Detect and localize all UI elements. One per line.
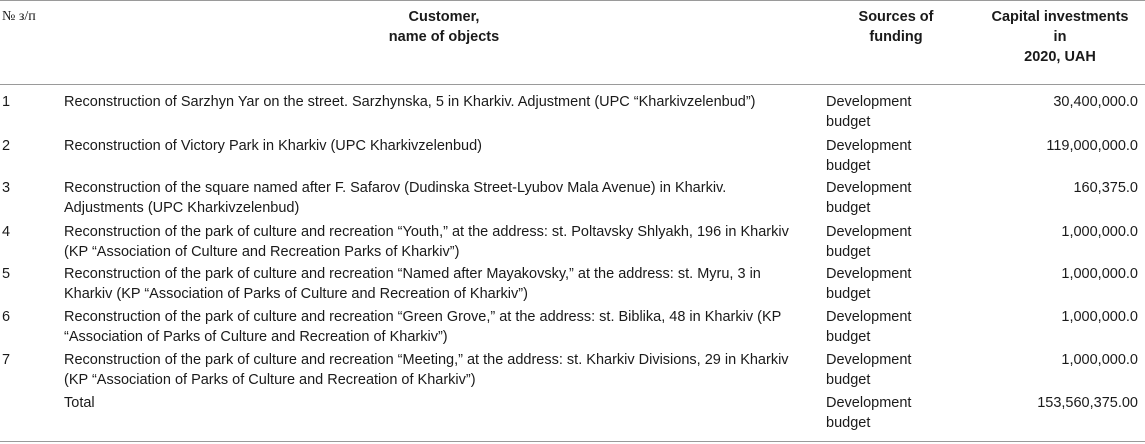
row-object	[64, 136, 812, 156]
row-amount: 1,000,000.0	[1061, 352, 1138, 368]
row-source-line2: budget	[826, 415, 871, 431]
table-top-rule	[0, 0, 1145, 1]
row-amount: 30,400,000.0	[1053, 94, 1138, 110]
header-capital-line1: Capital investments	[991, 9, 1129, 25]
row-source-line1: Development	[826, 138, 912, 154]
row-object-line1: Reconstruction of Sarzhyn Yar on the street. Sarzhynska, 5 in Kharkiv. Adjustment (UPC “Kharkivzelenbud”)	[64, 94, 756, 110]
row-object	[64, 350, 812, 390]
row-source-line1: Development	[826, 395, 912, 411]
row-source-line2: budget	[826, 200, 871, 216]
header-sources-line1: Sources of	[858, 9, 934, 25]
row-source-line2: budget	[826, 244, 871, 260]
row-amount: 1,000,000.0	[1061, 224, 1138, 240]
row-source	[826, 92, 966, 132]
row-number: 5	[2, 266, 11, 282]
row-amount: 160,375.0	[1073, 180, 1138, 196]
row-object	[64, 307, 812, 347]
row-object-line2: Kharkiv (KP “Association of Parks of Culture and Recreation of Kharkiv”)	[64, 286, 528, 302]
row-source-line2: budget	[826, 329, 871, 345]
row-source	[826, 350, 966, 390]
row-source-line1: Development	[826, 309, 912, 325]
row-number: 6	[2, 309, 11, 325]
row-object	[64, 264, 812, 304]
row-source	[826, 393, 966, 433]
row-object-line2: (KP “Association of Culture and Recreation Parks of Kharkiv”)	[64, 244, 460, 260]
row-object-line2: Adjustments (UPC Kharkivzelenbud)	[64, 200, 300, 216]
row-object-line1: Reconstruction of the park of culture and recreation “Youth,” at the address: st. Poltavsky Shlyakh, 196 in Kharkiv	[64, 224, 789, 240]
header-sources-line2: funding	[869, 29, 923, 45]
row-source-line2: budget	[826, 158, 871, 174]
row-object	[64, 92, 812, 112]
header-rule	[0, 84, 1145, 85]
row-source	[826, 178, 966, 218]
row-object-line1: Reconstruction of the square named after F. Safarov (Dudinska Street-Lyubov Mala Avenue) in Kharkiv.	[64, 180, 727, 196]
row-amount: 153,560,375.00	[1037, 395, 1138, 411]
row-number: 4	[2, 224, 11, 240]
header-capital-line2: in	[1053, 29, 1067, 45]
row-number: 2	[2, 138, 11, 154]
row-source-line1: Development	[826, 266, 912, 282]
header-capital	[976, 7, 1144, 67]
header-customer-line2: name of objects	[388, 29, 500, 45]
table-bottom-rule	[0, 441, 1145, 442]
row-number: 3	[2, 180, 11, 196]
row-object	[64, 393, 812, 413]
row-amount: 1,000,000.0	[1061, 309, 1138, 325]
header-sources	[826, 7, 966, 47]
header-customer-line1: Customer,	[408, 9, 480, 25]
row-object	[64, 178, 812, 218]
row-number: 7	[2, 352, 11, 368]
row-source	[826, 222, 966, 262]
row-object-line1: Total	[64, 395, 95, 411]
row-source-line1: Development	[826, 352, 912, 368]
row-object-line1: Reconstruction of Victory Park in Kharkiv (UPC Kharkivzelenbud)	[64, 138, 482, 154]
row-number: 1	[2, 94, 11, 110]
row-source-line1: Development	[826, 224, 912, 240]
row-object	[64, 222, 812, 262]
row-object-line2: “Association of Parks of Culture and Recreation of Kharkiv”)	[64, 329, 448, 345]
row-source-line2: budget	[826, 286, 871, 302]
row-source	[826, 264, 966, 304]
row-object-line1: Reconstruction of the park of culture and recreation “Green Grove,” at the address: st. Biblika, 48 in Kharkiv (KP	[64, 309, 782, 325]
row-source	[826, 307, 966, 347]
header-customer	[64, 7, 824, 47]
row-object-line1: Reconstruction of the park of culture and recreation “Named after Mayakovsky,” at the address: st. Myru, 3 in	[64, 266, 761, 282]
row-source-line2: budget	[826, 114, 871, 130]
header-number: № з/п	[2, 9, 36, 24]
row-object-line2: (KP “Association of Parks of Culture and Recreation of Kharkiv”)	[64, 372, 476, 388]
row-source-line1: Development	[826, 180, 912, 196]
row-source	[826, 136, 966, 176]
row-amount: 1,000,000.0	[1061, 266, 1138, 282]
header-capital-line3: 2020, UAH	[1024, 49, 1096, 65]
row-amount: 119,000,000.0	[1046, 138, 1138, 154]
row-source-line1: Development	[826, 94, 912, 110]
row-source-line2: budget	[826, 372, 871, 388]
row-object-line1: Reconstruction of the park of culture and recreation “Meeting,” at the address: st. Kharkiv Divisions, 29 in Kharkiv	[64, 352, 789, 368]
